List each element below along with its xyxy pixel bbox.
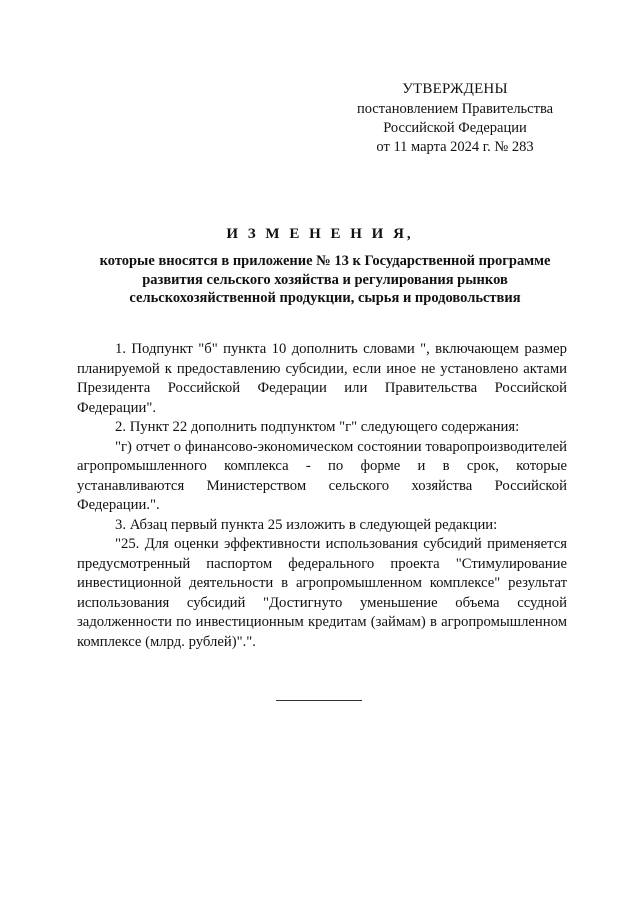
paragraph-item-2-text: "г) отчет о финансово-экономическом состоянии товаропроизводителей агропромышленного комплекса - по форме и в срок, которые устанавливаются Министерством сельского хозяйства Российской Федерации.". — [77, 438, 567, 513]
paragraph-item-3: 3. Абзац первый пункта 25 изложить в следующей редакции: — [115, 516, 498, 533]
document-subheading — [80, 252, 570, 308]
approval-line-resolution: постановлением Правительства — [356, 101, 554, 117]
end-separator-line — [276, 700, 362, 701]
approval-title: УТВЕРЖДЕНЫ — [402, 81, 508, 97]
subheading-line: сельскохозяйственной продукции, сырья и продовольствия — [129, 290, 521, 306]
document-body — [77, 340, 567, 652]
approval-block — [350, 80, 560, 157]
paragraph-item-3-text: "25. Для оценки эффективности использования субсидий применяется предусмотренный паспортом федерального проекта "Стимулирование инвестиционной деятельности в агропромышленном комплексе" результат использования субсидий "Достигнуто уменьшение объема ссудной задолженности по инвестиционным кредитам (займам) в агропромышленном комплексе (млрд. рублей)".". — [77, 536, 567, 650]
subheading-line: развития сельского хозяйства и регулирования рынков — [142, 271, 508, 288]
approval-line-date-number: от 11 марта 2024 г. № 283 — [376, 139, 534, 155]
paragraph-item-1: 1. Подпункт "б" пункта 10 дополнить словами ", включающем размер планируемой к предоставлению субсидии, если иное не установлено актами Президента Российской Федерации или Правительства Российской Федерации". — [77, 341, 567, 416]
approval-line-government: Российской Федерации — [383, 120, 527, 136]
paragraph-item-2: 2. Пункт 22 дополнить подпунктом "г" следующего содержания: — [115, 419, 520, 435]
document-heading: И З М Е Н Е Н И Я, — [226, 226, 414, 242]
subheading-line: которые вносятся в приложение № 13 к Государственной программе — [99, 253, 551, 269]
